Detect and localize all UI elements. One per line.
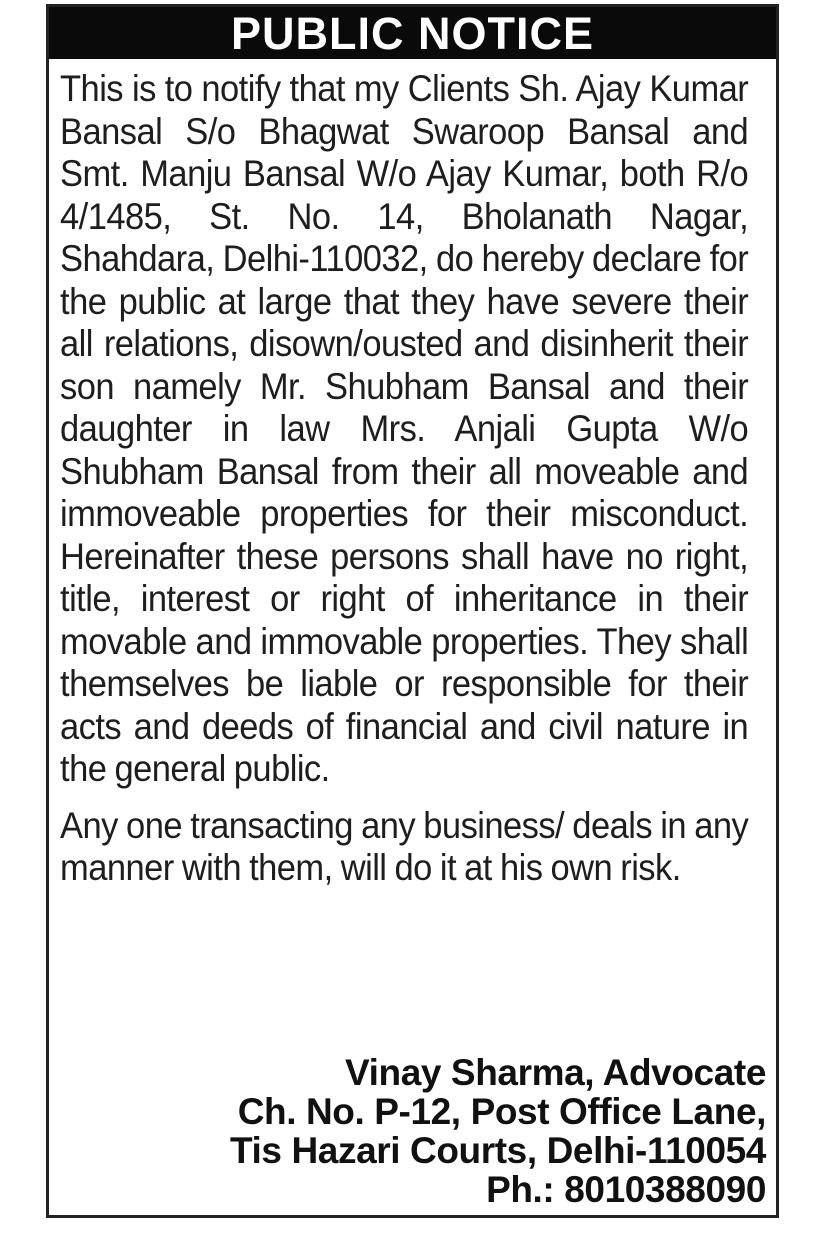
court-address: Tis Hazari Courts, Delhi-110054 bbox=[230, 1130, 766, 1171]
chamber-address: Ch. No. P-12, Post Office Lane, bbox=[237, 1091, 766, 1132]
public-notice bbox=[46, 4, 779, 1218]
signature-block bbox=[230, 1053, 766, 1209]
notice-paragraph-1: This is to notify that my Clients Sh. Ajay Kumar Bansal S/o Bhagwat Swaroop Bansal and Smt. Manju Bansal W/o Ajay Kumar, both R/o 4/1485, St. No. 14, Bholanath Nagar, Shahdara, Delhi-110032, do hereby declare for the public at large that they have severe their all relations, disown/ousted and disinherit their son namely Mr. Shubham Bansal and their daughter in law Mrs. Anjali Gupta W/o Shubham Bansal from their all moveable and immoveable properties for their misconduct. Hereinafter these persons shall have no right, title, interest or right of inheritance in their movable and immovable properties. They shall themselves be liable or responsible for their acts and deeds of financial and civil nature in the general public. bbox=[60, 67, 749, 789]
phone-number: Ph.: 8010388090 bbox=[486, 1169, 766, 1210]
notice-body bbox=[49, 67, 757, 889]
notice-paragraph-2: Any one transacting any business/ deals in any manner with them, will do it at his own risk. bbox=[60, 803, 749, 888]
notice-title: PUBLIC NOTICE bbox=[49, 7, 776, 59]
advocate-name: Vinay Sharma, Advocate bbox=[345, 1052, 766, 1093]
